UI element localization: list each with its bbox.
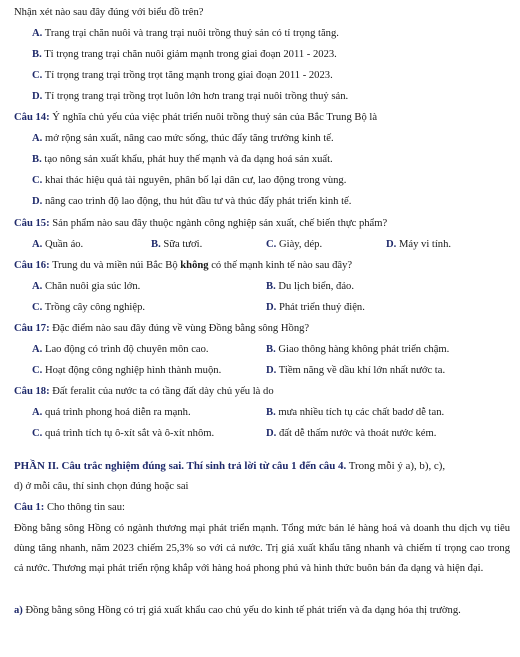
option-label: D. xyxy=(386,239,397,250)
question-intro: Nhận xét nào sau đây đúng với biểu đồ trên? xyxy=(14,7,204,18)
option-text: nâng cao trình độ lao động, thu hút đầu tư và thúc đẩy phát triển kinh tế. xyxy=(44,196,352,207)
option-b xyxy=(151,238,202,251)
option-c xyxy=(32,69,333,82)
option-c xyxy=(266,238,322,251)
question-label: Câu 15: xyxy=(14,218,50,229)
question-label: Câu 17: xyxy=(14,323,50,334)
option-text: mưa nhiều tích tụ các chất badơ dễ tan. xyxy=(278,407,445,418)
option-label: B. xyxy=(266,344,276,355)
option-a xyxy=(32,343,209,356)
option-label: A. xyxy=(32,344,43,355)
option-label: D. xyxy=(266,302,277,313)
option-text: Giao thông hàng không phát triển chậm. xyxy=(278,344,450,355)
option-text: Phát triển thuỷ điện. xyxy=(278,302,365,313)
option-label: B. xyxy=(32,154,42,165)
option-label: D. xyxy=(32,196,43,207)
statement-label: a) xyxy=(14,605,23,616)
question-17-stem xyxy=(14,322,309,335)
option-c xyxy=(32,301,145,314)
option-text: khai thác hiệu quả tài nguyên, phân bố lại dân cư, lao động trong vùng. xyxy=(44,175,347,186)
option-text: đất dễ thấm nước và thoát nước kém. xyxy=(278,428,437,439)
question-text: Đất feralit của nước ta có tầng đất dày chủ yếu là do xyxy=(52,386,274,397)
part-two-heading xyxy=(14,460,445,473)
option-label: C. xyxy=(32,428,43,439)
part-two-title: PHẦN II. Câu trắc nghiệm đúng sai. Thí sinh trả lời từ câu 1 đến câu 4. xyxy=(14,460,347,472)
question-text: Đặc điểm nào sau đây đúng về vùng Đồng bằng sông Hồng? xyxy=(52,323,310,334)
option-b xyxy=(266,406,444,419)
option-text: Hoạt động công nghiệp hình thành muộn. xyxy=(44,365,222,376)
option-b xyxy=(32,48,337,61)
option-label: D. xyxy=(32,91,43,102)
option-text: Chăn nuôi gia súc lớn. xyxy=(44,281,141,292)
option-label: C. xyxy=(266,239,277,250)
question-text: Cho thông tin sau: xyxy=(44,502,125,513)
option-label: C. xyxy=(32,302,43,313)
option-label: C. xyxy=(32,70,43,81)
question-14-stem xyxy=(14,111,377,124)
question-18-stem xyxy=(14,385,274,398)
option-d xyxy=(386,238,451,251)
option-text: Tỉ trọng trang trại trồng trọt tăng mạnh trong giai đoạn 2011 - 2023. xyxy=(44,70,333,81)
statement-text: Đồng bằng sông Hồng có trị giá xuất khẩu cao chủ yếu do kinh tế phát triển và đa dạng hóa thị trường. xyxy=(22,605,461,616)
emphasis-word: không xyxy=(180,260,209,271)
option-text: mở rộng sản xuất, nâng cao mức sống, thúc đẩy tăng trưởng kinh tế. xyxy=(44,133,334,144)
option-a xyxy=(32,27,339,40)
option-text: Sữa tươi. xyxy=(163,239,203,250)
question-text: Trung du và miền núi Bắc Bộ xyxy=(52,260,181,271)
option-label: A. xyxy=(32,407,43,418)
option-label: B. xyxy=(32,49,42,60)
option-d xyxy=(32,195,351,208)
option-a xyxy=(32,132,334,145)
option-c xyxy=(32,364,221,377)
option-text: Máy vi tính. xyxy=(398,239,452,250)
question-text: Sản phẩm nào sau đây thuộc ngành công nghiệp sản xuất, chế biến thực phẩm? xyxy=(52,218,388,229)
option-label: B. xyxy=(151,239,161,250)
part-two-instruction: Trong mỗi ý a), b), c), xyxy=(346,460,446,472)
option-text: Quần áo. xyxy=(44,239,84,250)
option-text: Tỉ trọng trang trại trồng trọt luôn lớn hơn trang trại nuôi trồng thuỷ sản. xyxy=(44,91,349,102)
option-a xyxy=(32,280,140,293)
option-d xyxy=(266,301,365,314)
option-text: tạo nông sản xuất khẩu, phát huy thế mạnh và đa dạng hoá sản xuất. xyxy=(44,154,333,165)
option-text: Tỉ trọng trang trại chăn nuôi giảm mạnh trong giai đoạn 2011 - 2023. xyxy=(44,49,337,60)
question-1-stem xyxy=(14,501,125,514)
option-a xyxy=(32,406,191,419)
question-text-tail: có thế mạnh kinh tế nào sau đây? xyxy=(208,260,353,271)
option-label: D. xyxy=(266,365,277,376)
question-label: Câu 18: xyxy=(14,386,50,397)
question-label: Câu 14: xyxy=(14,112,50,123)
option-text: quá trình phong hoá diễn ra mạnh. xyxy=(44,407,191,418)
option-b xyxy=(266,280,354,293)
option-label: B. xyxy=(266,281,276,292)
option-label: A. xyxy=(32,239,43,250)
option-d xyxy=(266,364,445,377)
option-c xyxy=(32,174,346,187)
option-a xyxy=(32,238,83,251)
option-d xyxy=(266,427,436,440)
question-label: Câu 16: xyxy=(14,260,50,271)
part-two-instruction-line: d) ở mỗi câu, thí sinh chọn đúng hoặc sai xyxy=(14,481,189,492)
question-15-stem xyxy=(14,217,387,230)
option-c xyxy=(32,427,214,440)
option-text: quá trình tích tụ ô-xít sắt và ô-xít nhôm. xyxy=(44,428,215,439)
option-label: A. xyxy=(32,133,43,144)
statement-a xyxy=(14,601,510,621)
option-text: Tiềm năng về dầu khí lớn nhất nước ta. xyxy=(278,365,446,376)
question-16-stem xyxy=(14,259,352,272)
option-label: C. xyxy=(32,175,43,186)
question-label: Câu 1: xyxy=(14,502,45,513)
option-label: A. xyxy=(32,28,43,39)
question-text: Ý nghĩa chủ yếu của việc phát triển nuôi trồng thuỷ sản của Bắc Trung Bộ là xyxy=(52,112,378,123)
option-label: A. xyxy=(32,281,43,292)
option-label: D. xyxy=(266,428,277,439)
option-b xyxy=(32,153,333,166)
option-text: Du lịch biển, đảo. xyxy=(278,281,354,292)
info-passage: Đồng bằng sông Hồng có ngành thương mại phát triển mạnh. Tổng mức bán lẻ hàng hoá và doanh thu dịch vụ tiêu dùng tăng nhanh, năm 2023 chiếm 25,3% so với cả nước. Trị giá xuất khẩu tăng nhanh và chiếm tỉ trọng cao trong cả nước. Thương mại phát triển rộng khắp với hàng hoá phong phú và hình thức buôn bán đa dạng và hiện đại. xyxy=(14,523,510,574)
option-label: C. xyxy=(32,365,43,376)
option-text: Trang trại chăn nuôi và trang trại nuôi trồng thuỷ sản có tỉ trọng tăng. xyxy=(44,28,339,39)
option-text: Trồng cây công nghiệp. xyxy=(44,302,146,313)
option-b xyxy=(266,343,449,356)
option-text: Lao động có trình độ chuyên môn cao. xyxy=(44,344,209,355)
option-label: B. xyxy=(266,407,276,418)
option-text: Giày, dép. xyxy=(278,239,323,250)
option-d xyxy=(32,90,348,103)
